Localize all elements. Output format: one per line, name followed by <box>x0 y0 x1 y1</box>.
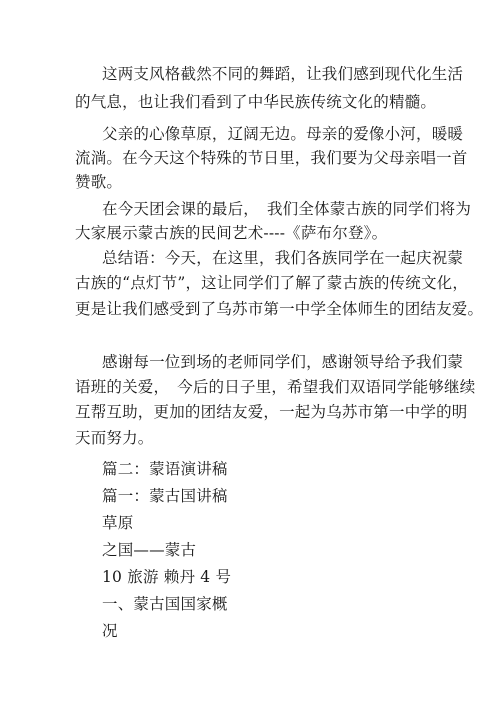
paragraph-line-1: 这两支风格截然不同的舞蹈，让我们感到现代化生活 <box>102 65 464 83</box>
paragraph-line-14: 天而努力。 <box>75 429 154 447</box>
outline-heading-1-cont: 况 <box>102 622 118 640</box>
paragraph-line-13: 互帮互助，更加的团结友爱，一起为乌苏市第一中学的明 <box>75 403 468 421</box>
paragraph-line-5: 赞歌。 <box>75 173 123 191</box>
paragraph-line-10: 更是让我们感受到了乌苏市第一中学全体师生的团结友爱。 <box>75 300 484 318</box>
paragraph-line-7: 大家展示蒙古族的民间艺术----《萨布尔登》。 <box>75 224 388 242</box>
paragraph-line-2: 的气息，也让我们看到了中华民族传统文化的精髓。 <box>75 93 437 111</box>
paragraph-line-12: 语班的关爱， 今后的日子里，希望我们双语同学能够继续 <box>75 378 476 396</box>
section-heading-2: 篇一：蒙古国讲稿 <box>102 487 228 505</box>
outline-heading-1: 一、蒙古国国家概 <box>102 595 228 613</box>
paragraph-line-4: 流淌。在今天这个特殊的节日里，我们要为父母亲唱一首 <box>75 149 468 167</box>
paragraph-line-6: 在今天团会课的最后， 我们全体蒙古族的同学们将为 <box>102 200 472 218</box>
section-heading-1: 篇二：蒙语演讲稿 <box>102 460 228 478</box>
paragraph-line-9: 古族的“点灯节”，这让同学们了解了蒙古族的传统文化， <box>75 274 469 292</box>
title-line-2: 之国——蒙古 <box>102 541 197 559</box>
paragraph-line-8: 总结语：今天，在这里，我们各族同学在一起庆祝蒙 <box>102 249 464 267</box>
title-line-1: 草原 <box>102 514 134 532</box>
paragraph-line-3: 父亲的心像草原，辽阔无边。母亲的爱像小河，暖暖 <box>102 125 464 143</box>
author-line: 10 旅游 赖丹 4 号 <box>102 568 232 586</box>
paragraph-line-11: 感谢每一位到场的老师同学们，感谢领导给予我们蒙 <box>102 353 464 371</box>
